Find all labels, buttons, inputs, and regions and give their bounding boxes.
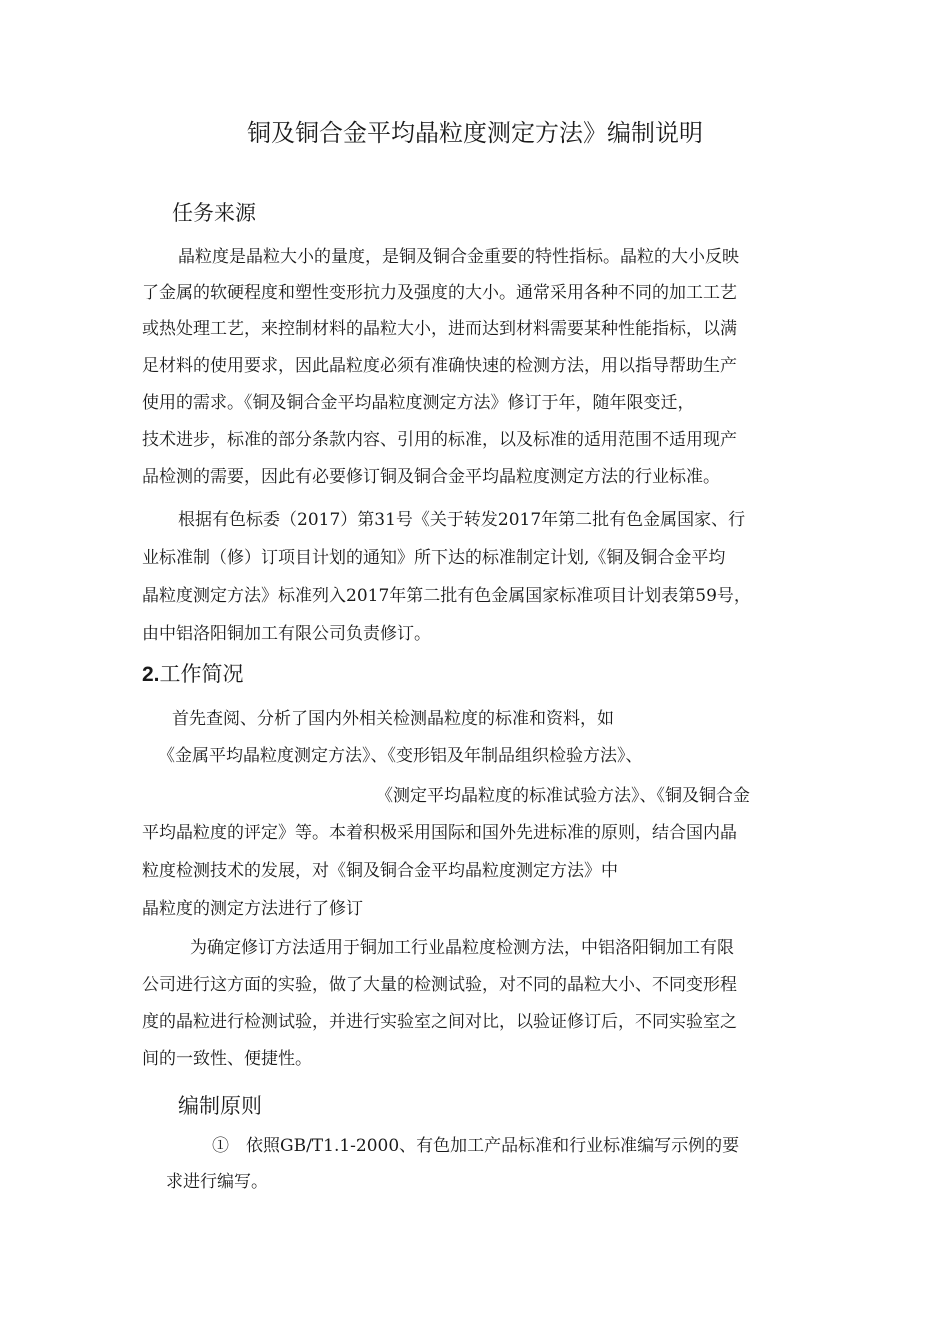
paragraph-line: 公司进行这方面的实验，做了大量的检测试验，对不同的晶粒大小、不同变形程	[142, 975, 737, 995]
paragraph-line: 晶粒度的测定方法进行了修订	[142, 899, 363, 919]
section-heading-text: 工作简况	[159, 662, 244, 686]
list-item-line: 求进行编写。	[166, 1172, 268, 1192]
document-title: 铜及铜合金平均晶粒度测定方法》编制说明	[247, 119, 703, 147]
paragraph-line: 度的晶粒进行检测试验，并进行实验室之间对比，以验证修订后，不同实验室之	[142, 1012, 737, 1032]
paragraph-line: 《金属平均晶粒度测定方法》、《变形铝及年制品组织检验方法》、	[158, 746, 643, 766]
section-heading-principles: 编制原则	[178, 1094, 262, 1118]
list-item-line: ① 依照GB/T1.1-2000、有色加工产品标准和行业标准编写示例的要	[212, 1136, 740, 1156]
paragraph-line: 首先查阅、分析了国内外相关检测晶粒度的标准和资料，如	[172, 709, 614, 729]
paragraph-line: 足材料的使用要求，因此晶粒度必须有准确快速的检测方法，用以指导帮助生产	[142, 356, 737, 376]
paragraph-line: 品检测的需要，因此有必要修订铜及铜合金平均晶粒度测定方法的行业标准。	[142, 467, 720, 487]
paragraph-line: 或热处理工艺，来控制材料的晶粒大小，进而达到材料需要某种性能指标，以满	[142, 319, 737, 339]
paragraph-line: 粒度检测技术的发展，对《铜及铜合金平均晶粒度测定方法》中	[142, 861, 618, 881]
paragraph-line: 了金属的软硬程度和塑性变形抗力及强度的大小。通常采用各种不同的加工工艺	[142, 283, 737, 303]
section-heading-work-overview	[142, 661, 244, 688]
paragraph-line: 平均晶粒度的评定》等。本着积极采用国际和国外先进标准的原则，结合国内晶	[142, 823, 737, 843]
paragraph-line: 业标准制（修）订项目计划的通知》所下达的标准制定计划,《铜及铜合金平均	[142, 548, 726, 568]
section-number: 2.	[142, 663, 160, 686]
paragraph-line: 技术进步，标准的部分条款内容、引用的标准，以及标准的适用范围不适用现产	[142, 430, 737, 450]
paragraph-line: 间的一致性、便捷性。	[142, 1049, 312, 1069]
paragraph-line: 为确定修订方法适用于铜加工行业晶粒度检测方法，中铝洛阳铜加工有限	[190, 938, 734, 958]
section-heading-task-source: 任务来源	[172, 201, 256, 225]
paragraph-line: 晶粒度是晶粒大小的量度，是铜及铜合金重要的特性指标。晶粒的大小反映	[178, 247, 739, 267]
paragraph-line: 使用的需求。《铜及铜合金平均晶粒度测定方法》修订于年，随年限变迁，	[142, 393, 695, 413]
paragraph-line: 根据有色标委（2017）第31号《关于转发2017年第二批有色金属国家、行	[178, 510, 746, 530]
paragraph-line: 《测定平均晶粒度的标准试验方法》、《铜及铜合金	[376, 786, 750, 806]
paragraph-line: 晶粒度测定方法》标准列入2017年第二批有色金属国家标准项目计划表第59号，	[142, 586, 751, 606]
paragraph-line: 由中铝洛阳铜加工有限公司负责修订。	[142, 624, 431, 644]
